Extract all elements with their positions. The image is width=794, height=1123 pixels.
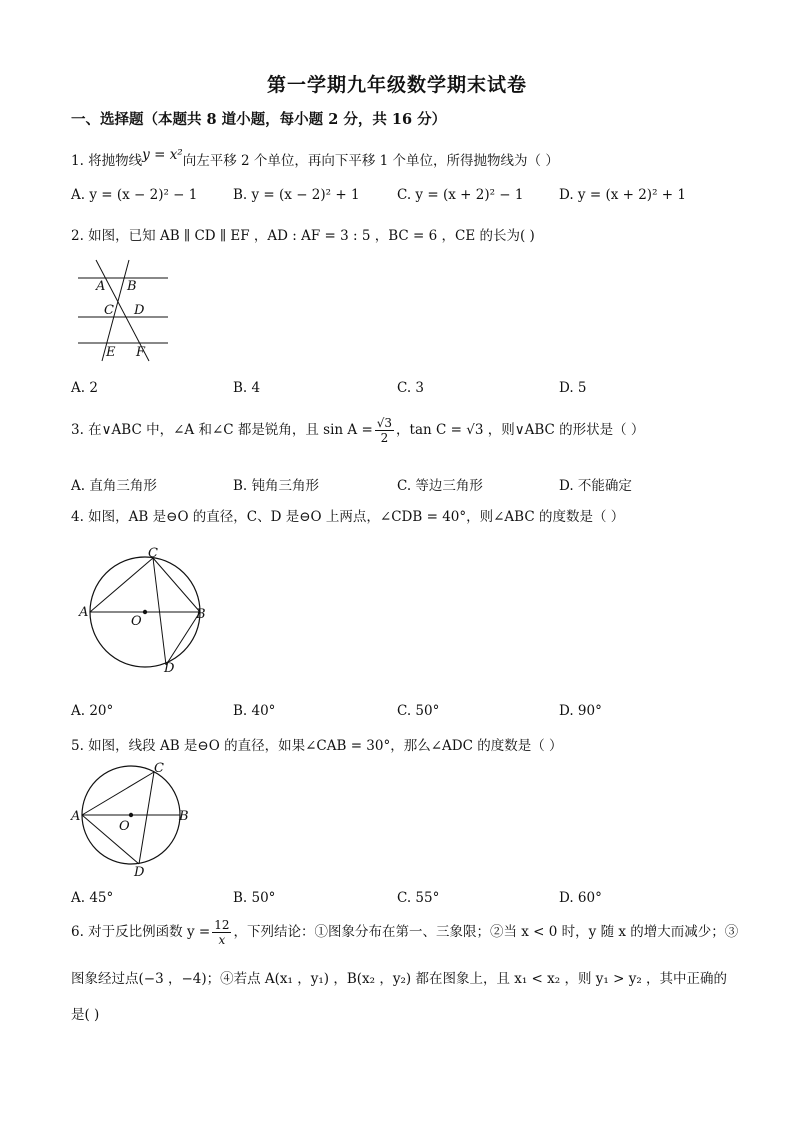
question-1	[71, 149, 559, 169]
question-5: 5. 如图，线段 AB 是⊖O 的直径，如果∠CAB = 30°，那么∠ADC 的度数是（ ）	[71, 738, 563, 754]
label-c: C	[104, 303, 114, 318]
chord-ad	[82, 815, 139, 864]
label-d: D	[164, 661, 175, 676]
q6-frac-den: x	[218, 933, 226, 947]
label-b: B	[127, 279, 137, 294]
q3-suffix: ，tan C = √3 ，则∨ABC 的形状是（ ）	[396, 422, 645, 438]
q1-option-c: C. y = (x + 2)² − 1	[397, 187, 524, 203]
q4-option-c: C. 50°	[397, 703, 440, 719]
label-a: A	[96, 279, 106, 294]
q2-parallel-lines-figure	[76, 255, 176, 365]
q5-option-d: D. 60°	[559, 890, 602, 906]
q3-option-d: D. 不能确定	[559, 478, 632, 494]
q6-line-3: 是( )	[71, 1007, 100, 1023]
q6-frac-num: 12	[214, 918, 230, 932]
q1-option-b: B. y = (x − 2)² + 1	[233, 187, 360, 203]
q5-option-c: C. 55°	[397, 890, 440, 906]
q1-option-a: A. y = (x − 2)² − 1	[71, 187, 198, 203]
q4-option-a: A. 20°	[71, 703, 114, 719]
center-dot	[143, 610, 147, 614]
q4-option-d: D. 90°	[559, 703, 602, 719]
q3-option-a: A. 直角三角形	[71, 478, 157, 494]
center-dot	[129, 813, 133, 817]
q3-frac-num: √3	[376, 416, 393, 430]
q5-option-b: B. 50°	[233, 890, 276, 906]
q1-prefix: 1. 将抛物线	[71, 153, 143, 169]
q3-option-c: C. 等边三角形	[397, 478, 483, 494]
question-2: 2. 如图，已知 AB ∥ CD ∥ EF ，AD : AF = 3 : 5 ，BC = 6 ，CE 的长为( )	[71, 228, 535, 244]
q6-line1-suffix: ，下列结论：①图象分布在第一、三象限；②当 x < 0 时，y 随 x 的增大而减少；③	[233, 924, 739, 940]
q6-prefix: 6. 对于反比例函数 y =	[71, 924, 211, 940]
section-heading: 一、选择题（本题共 8 道小题，每小题 2 分，共 16 分）	[71, 111, 447, 128]
q2-option-b: B. 4	[233, 380, 261, 396]
label-b: B	[179, 809, 189, 824]
q3-prefix: 3. 在∨ABC 中，∠A 和∠C 都是锐角，且 sin A =	[71, 422, 373, 438]
q2-option-a: A. 2	[71, 380, 98, 396]
label-o: O	[131, 614, 142, 629]
q4-option-b: B. 40°	[233, 703, 276, 719]
q2-option-c: C. 3	[397, 380, 425, 396]
label-b: B	[196, 607, 206, 622]
q4-circle-figure	[74, 540, 214, 680]
page-title: 第一学期九年级数学期末试卷	[266, 74, 527, 96]
label-c: C	[148, 546, 158, 561]
q1-suffix: 向左平移 2 个单位，再向下平移 1 个单位，所得抛物线为（ ）	[182, 153, 559, 169]
q5-option-a: A. 45°	[71, 890, 114, 906]
label-a: A	[79, 605, 89, 620]
chord-db	[166, 612, 200, 665]
q3-frac-den: 2	[380, 431, 389, 445]
q6-fraction	[212, 918, 231, 947]
question-6	[71, 918, 738, 947]
q1-expression: y = x²	[142, 147, 183, 163]
q1-option-d: D. y = (x + 2)² + 1	[559, 187, 686, 203]
q6-line-2: 图象经过点(−3 ，−4)；④若点 A(x₁ ，y₁) ，B(x₂ ，y₂) 都在图象上，且 x₁ < x₂ ，则 y₁ > y₂ ，其中正确的	[71, 971, 728, 987]
q3-fraction	[375, 416, 394, 445]
question-4: 4. 如图，AB 是⊖O 的直径，C、D 是⊖O 上两点，∠CDB = 40°，则∠ABC 的度数是（ ）	[71, 509, 625, 525]
question-3	[71, 416, 644, 445]
q3-option-b: B. 钝角三角形	[233, 478, 320, 494]
q2-option-d: D. 5	[559, 380, 587, 396]
chord-cd	[139, 772, 154, 864]
label-d: D	[134, 865, 145, 880]
chord-ac	[90, 558, 153, 612]
label-o: O	[119, 819, 130, 834]
label-d: D	[134, 303, 145, 318]
label-a: A	[71, 809, 81, 824]
q5-circle-figure	[68, 758, 198, 883]
label-f: F	[136, 345, 146, 360]
label-e: E	[106, 345, 116, 360]
chord-ac	[82, 772, 154, 815]
label-c: C	[154, 761, 164, 776]
